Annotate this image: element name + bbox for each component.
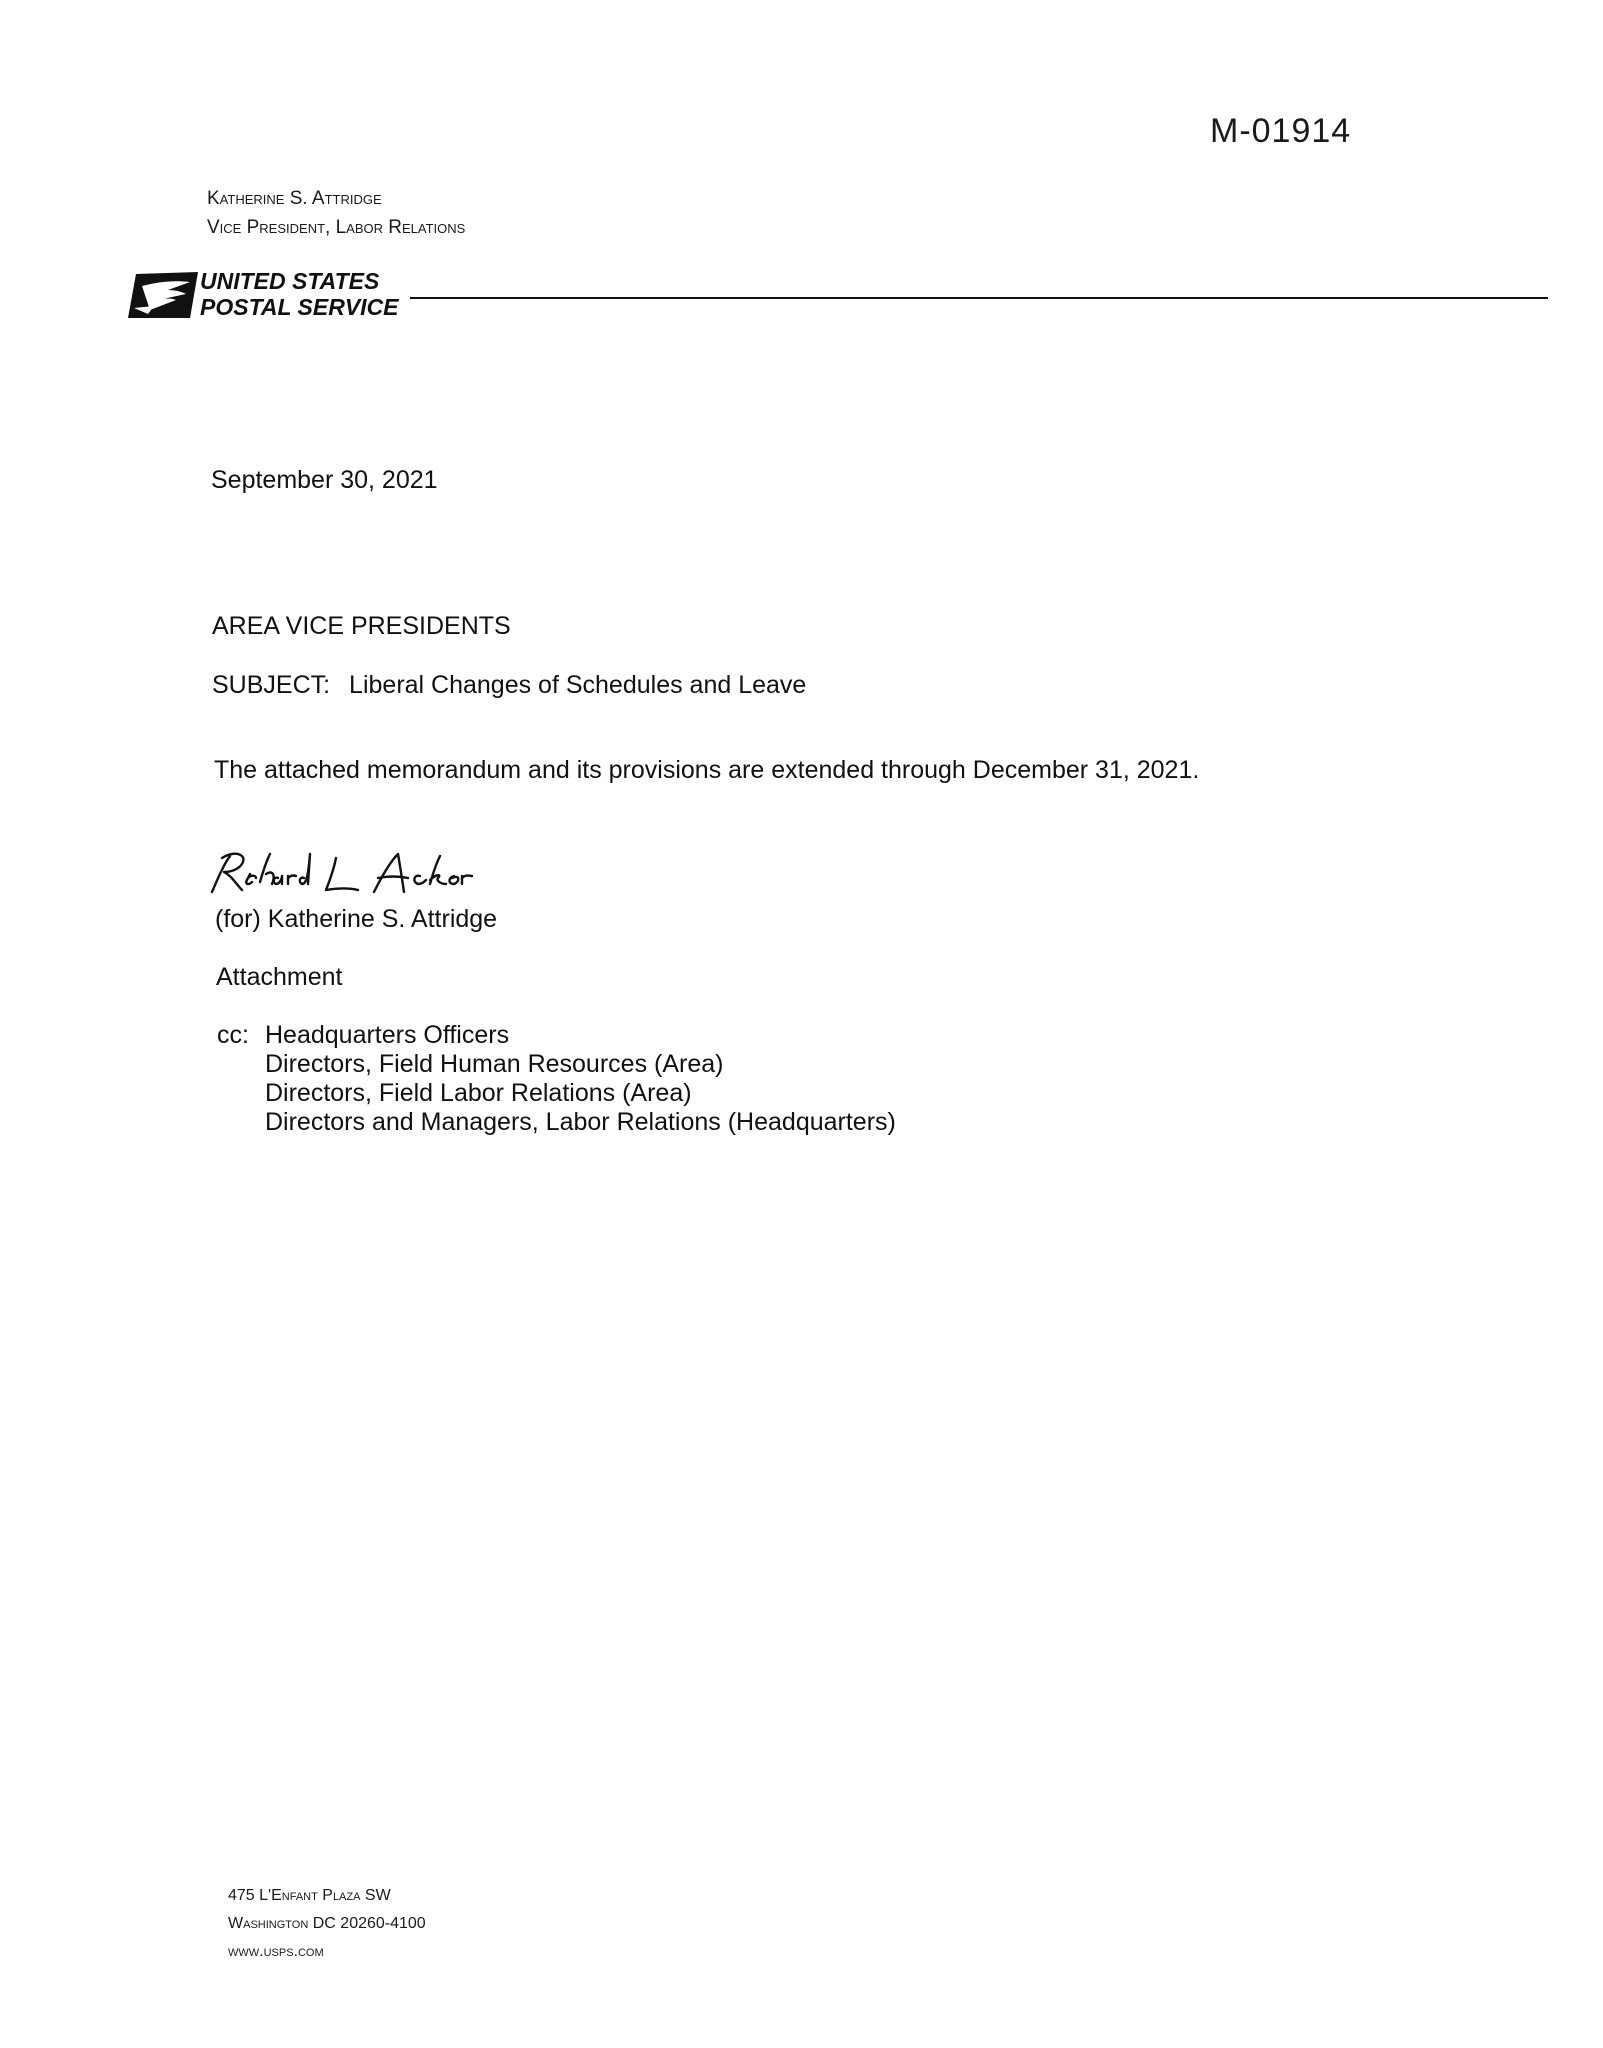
attachment-label: Attachment xyxy=(216,963,343,991)
subject-line xyxy=(212,671,806,700)
cc-list xyxy=(265,1021,896,1137)
subject-text: Liberal Changes of Schedules and Leave xyxy=(349,671,807,699)
body-paragraph: The attached memorandum and its provisions are extended through December 31, 2021. xyxy=(214,756,1200,784)
usps-wordmark-line2: POSTAL SERVICE xyxy=(200,294,399,320)
cc-recipient: Directors, Field Human Resources (Area) xyxy=(265,1050,724,1078)
footer-city: Washington DC 20260-4100 xyxy=(228,1915,426,1932)
document-number: M-01914 xyxy=(1210,112,1352,150)
footer-website: www.usps.com xyxy=(228,1943,324,1960)
cc-recipient: Directors, Field Labor Relations (Area) xyxy=(265,1079,692,1107)
usps-wordmark-line1: UNITED STATES xyxy=(200,268,380,294)
footer-address xyxy=(228,1882,426,1966)
subject-label: SUBJECT: xyxy=(212,671,331,699)
sender-title: Vice President, Labor Relations xyxy=(207,217,466,238)
signer-line: (for) Katherine S. Attridge xyxy=(215,905,498,933)
usps-wordmark xyxy=(200,268,399,320)
handwritten-signature xyxy=(208,848,548,900)
cc-label: cc: xyxy=(217,1021,249,1049)
letterhead-rule xyxy=(410,297,1548,299)
letterhead xyxy=(128,268,1548,324)
letter-date: September 30, 2021 xyxy=(211,466,438,494)
cc-recipient: Directors and Managers, Labor Relations (Headquarters) xyxy=(265,1108,896,1136)
usps-eagle-icon xyxy=(128,268,198,320)
footer-street: 475 L'Enfant Plaza SW xyxy=(228,1887,391,1904)
addressee: AREA VICE PRESIDENTS xyxy=(212,612,511,640)
sender-name: Katherine S. Attridge xyxy=(207,188,382,209)
cc-recipient: Headquarters Officers xyxy=(265,1021,510,1049)
sender-block xyxy=(207,184,465,242)
